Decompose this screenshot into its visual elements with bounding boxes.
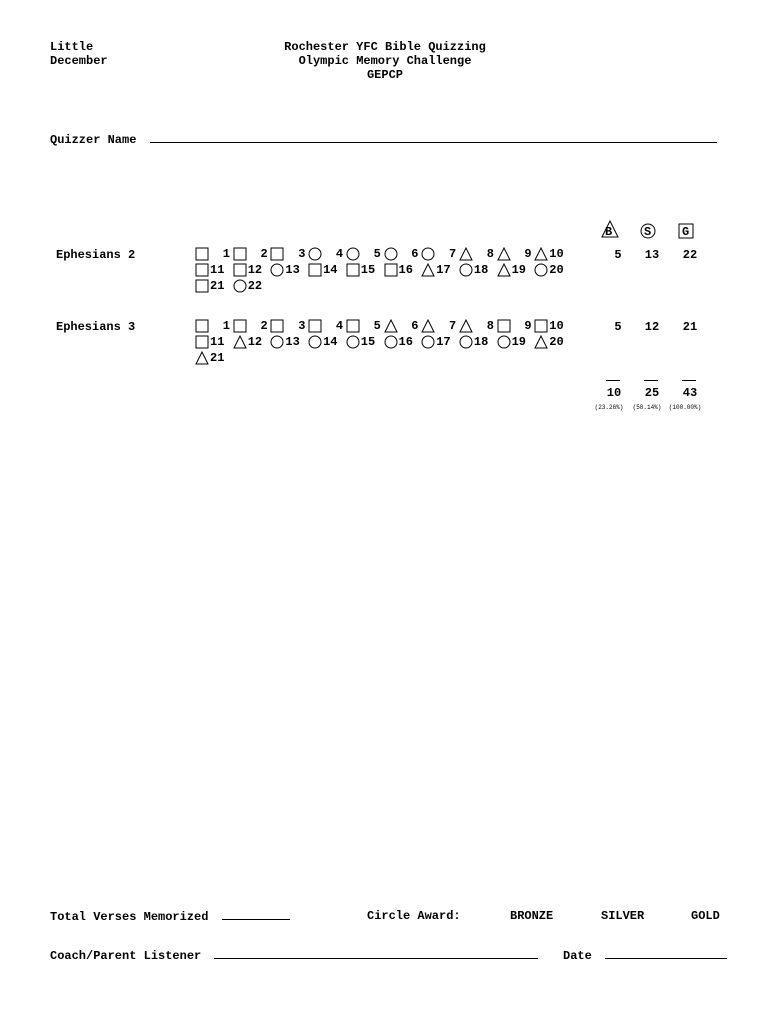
verse-number: 22: [247, 279, 263, 293]
triangle-icon: [233, 335, 247, 349]
silver-total: 25: [644, 386, 660, 400]
verse-item[interactable]: [308, 318, 346, 334]
verse-number: 18: [473, 263, 489, 277]
verse-number: 8: [486, 319, 494, 333]
verse-number: 8: [486, 247, 494, 261]
verse-item[interactable]: [497, 262, 535, 278]
circle-icon: [421, 247, 435, 261]
verse-row: [195, 278, 585, 294]
verse-item[interactable]: [270, 318, 308, 334]
chapter-name: Ephesians 3: [56, 320, 136, 334]
verse-number: 5: [373, 319, 381, 333]
circle-icon: [270, 335, 284, 349]
verse-number: 4: [335, 319, 344, 333]
verse-number: 18: [473, 335, 489, 349]
verse-item[interactable]: [270, 262, 308, 278]
square-icon: [195, 319, 209, 333]
circle-icon: [346, 335, 360, 349]
triangle-icon: [534, 247, 548, 261]
total-verses-row: [50, 909, 290, 924]
bronze-count: 5: [614, 248, 622, 262]
total-verses-line[interactable]: [222, 909, 290, 920]
verse-item[interactable]: [195, 334, 233, 350]
verse-number: 7: [448, 319, 457, 333]
verse-row: [195, 318, 585, 334]
triangle-icon: [497, 263, 511, 277]
verse-number: 20: [549, 263, 564, 277]
legend-bronze: B: [605, 225, 613, 239]
verse-number: 17: [436, 335, 451, 349]
verse-item[interactable]: [384, 262, 422, 278]
gold-total: 43: [682, 386, 698, 400]
listener-line[interactable]: [214, 948, 538, 959]
verse-item[interactable]: [421, 262, 459, 278]
verse-item[interactable]: [308, 246, 346, 262]
verse-item[interactable]: [233, 262, 271, 278]
verse-item[interactable]: [497, 334, 535, 350]
verse-number: 15: [360, 263, 376, 277]
gold-percent: (100.00%): [668, 404, 702, 411]
bronze-total: 10: [606, 386, 622, 400]
verse-item[interactable]: [459, 246, 497, 262]
triangle-icon: [459, 319, 473, 333]
circle-icon: [459, 335, 473, 349]
header-title: [230, 40, 540, 82]
verse-item[interactable]: [195, 318, 233, 334]
verse-number: 13: [285, 263, 300, 277]
verse-number: 2: [260, 247, 268, 261]
verse-row: [195, 350, 585, 366]
verse-number: 16: [398, 335, 413, 349]
month-label: December: [50, 54, 108, 68]
square-icon: [384, 263, 398, 277]
verse-item[interactable]: [195, 350, 233, 366]
triangle-icon: [497, 247, 511, 261]
title-line-3: GEPCP: [366, 68, 403, 82]
header-left: [50, 40, 108, 68]
bronze-count: 5: [614, 320, 622, 334]
verse-item[interactable]: [384, 318, 422, 334]
circle-icon: [308, 335, 322, 349]
gold-count: 21: [682, 320, 698, 334]
square-icon: [195, 279, 209, 293]
award-legend: [600, 222, 710, 242]
verse-item[interactable]: [384, 246, 422, 262]
verse-number: 1: [222, 319, 230, 333]
verse-item[interactable]: [459, 334, 497, 350]
triangle-icon: [195, 351, 209, 365]
circle-icon: [497, 335, 511, 349]
verse-item[interactable]: [421, 334, 459, 350]
square-icon: [308, 263, 322, 277]
quizzer-name-line[interactable]: [150, 132, 717, 143]
legend-gold: G: [682, 225, 690, 239]
verse-number: 3: [298, 247, 306, 261]
total-verses-label: Total Verses Memorized: [50, 910, 209, 924]
verse-number: 7: [448, 247, 457, 261]
verse-number: 6: [411, 247, 419, 261]
circle-icon: [346, 247, 360, 261]
listener-row: [50, 948, 538, 963]
verse-item[interactable]: [459, 262, 497, 278]
circle-icon: [384, 335, 398, 349]
circle-icon: [233, 279, 247, 293]
triangle-icon: [421, 263, 435, 277]
verse-number: 2: [260, 319, 268, 333]
square-icon: [270, 319, 284, 333]
verse-item[interactable]: [421, 318, 459, 334]
circle-icon: [459, 263, 473, 277]
verse-item[interactable]: [195, 246, 233, 262]
verse-number: 21: [210, 279, 225, 293]
verse-grid-ephesians-3: [195, 318, 585, 366]
verse-item[interactable]: [195, 278, 233, 294]
verse-row: [195, 334, 585, 350]
circle-icon: [534, 263, 548, 277]
verse-item[interactable]: [270, 246, 308, 262]
verse-number: 14: [323, 263, 338, 277]
square-icon: [497, 319, 511, 333]
verse-item[interactable]: [534, 262, 572, 278]
circle-icon: [270, 263, 284, 277]
verse-item[interactable]: [534, 334, 572, 350]
verse-item[interactable]: [308, 262, 346, 278]
verse-item[interactable]: [534, 246, 572, 262]
square-icon: [346, 319, 360, 333]
square-icon: [233, 263, 247, 277]
listener-label: Coach/Parent Listener: [50, 949, 202, 963]
verse-item[interactable]: [534, 318, 572, 334]
verse-item[interactable]: [233, 278, 271, 294]
gold-count: 22: [682, 248, 698, 262]
verse-number: 13: [285, 335, 300, 349]
title-line-1: Rochester YFC Bible Quizzing: [284, 40, 486, 54]
bronze-percent: (23.26%): [594, 404, 624, 411]
verse-number: 6: [411, 319, 419, 333]
verse-item[interactable]: [308, 334, 346, 350]
verse-item[interactable]: [421, 246, 459, 262]
square-icon: [308, 319, 322, 333]
verse-number: 1: [222, 247, 230, 261]
verse-number: 12: [247, 263, 263, 277]
verse-number: 15: [360, 335, 376, 349]
date-line[interactable]: [605, 948, 727, 959]
square-icon: [346, 263, 360, 277]
verse-item[interactable]: [346, 262, 384, 278]
verse-row: [195, 246, 585, 262]
verse-item[interactable]: [195, 262, 233, 278]
circle-icon: [308, 247, 322, 261]
verse-number: 4: [335, 247, 344, 261]
square-icon: [195, 247, 209, 261]
verse-item[interactable]: [346, 334, 384, 350]
verse-number: 10: [549, 319, 564, 333]
verse-item[interactable]: [384, 334, 422, 350]
verse-grid-ephesians-2: [195, 246, 585, 294]
verse-item[interactable]: [233, 334, 271, 350]
verse-item[interactable]: [270, 334, 308, 350]
silver-count: 13: [644, 248, 660, 262]
circle-icon: [384, 247, 398, 261]
quizzer-name-row: [50, 132, 717, 147]
verse-number: 11: [210, 335, 225, 349]
verse-number: 3: [298, 319, 306, 333]
silver-count: 12: [644, 320, 660, 334]
verse-item[interactable]: [233, 246, 271, 262]
verse-item[interactable]: [459, 318, 497, 334]
award-bronze-option[interactable]: BRONZE: [510, 909, 554, 923]
square-icon: [534, 319, 548, 333]
square-icon: [195, 263, 209, 277]
verse-number: 16: [398, 263, 413, 277]
triangle-icon: [421, 319, 435, 333]
verse-number: 14: [323, 335, 338, 349]
verse-number: 5: [373, 247, 381, 261]
circle-icon: [421, 335, 435, 349]
legend-silver: S: [644, 225, 652, 239]
verse-number: 20: [549, 335, 564, 349]
verse-number: 10: [549, 247, 564, 261]
title-line-2: Olympic Memory Challenge: [298, 54, 472, 68]
award-gold-option[interactable]: GOLD: [691, 909, 720, 923]
triangle-icon: [459, 247, 473, 261]
verse-number: 11: [210, 263, 225, 277]
total-divider: [682, 380, 696, 381]
verse-item[interactable]: [233, 318, 271, 334]
verse-number: 12: [247, 335, 263, 349]
triangle-icon: [534, 335, 548, 349]
square-icon: [233, 319, 247, 333]
award-silver-option[interactable]: SILVER: [601, 909, 645, 923]
verse-item[interactable]: [497, 246, 535, 262]
verse-number: 9: [524, 247, 532, 261]
circle-award-label: Circle Award:: [367, 909, 461, 923]
quizzer-name-label: Quizzer Name: [50, 133, 137, 147]
verse-item[interactable]: [346, 246, 384, 262]
total-divider: [644, 380, 658, 381]
date-label: Date: [563, 949, 592, 963]
silver-percent: (58.14%): [632, 404, 662, 411]
date-row: [563, 948, 727, 963]
verse-item[interactable]: [346, 318, 384, 334]
square-icon: [270, 247, 284, 261]
level-label: Little: [50, 40, 94, 54]
verse-number: 17: [436, 263, 451, 277]
total-divider: [606, 380, 620, 381]
verse-number: 9: [524, 319, 532, 333]
verse-row: [195, 262, 585, 278]
verse-number: 19: [511, 335, 526, 349]
verse-item[interactable]: [497, 318, 535, 334]
square-icon: [195, 335, 209, 349]
triangle-icon: [384, 319, 398, 333]
chapter-name: Ephesians 2: [56, 248, 136, 262]
verse-number: 21: [210, 351, 225, 365]
verse-number: 19: [511, 263, 526, 277]
square-icon: [233, 247, 247, 261]
